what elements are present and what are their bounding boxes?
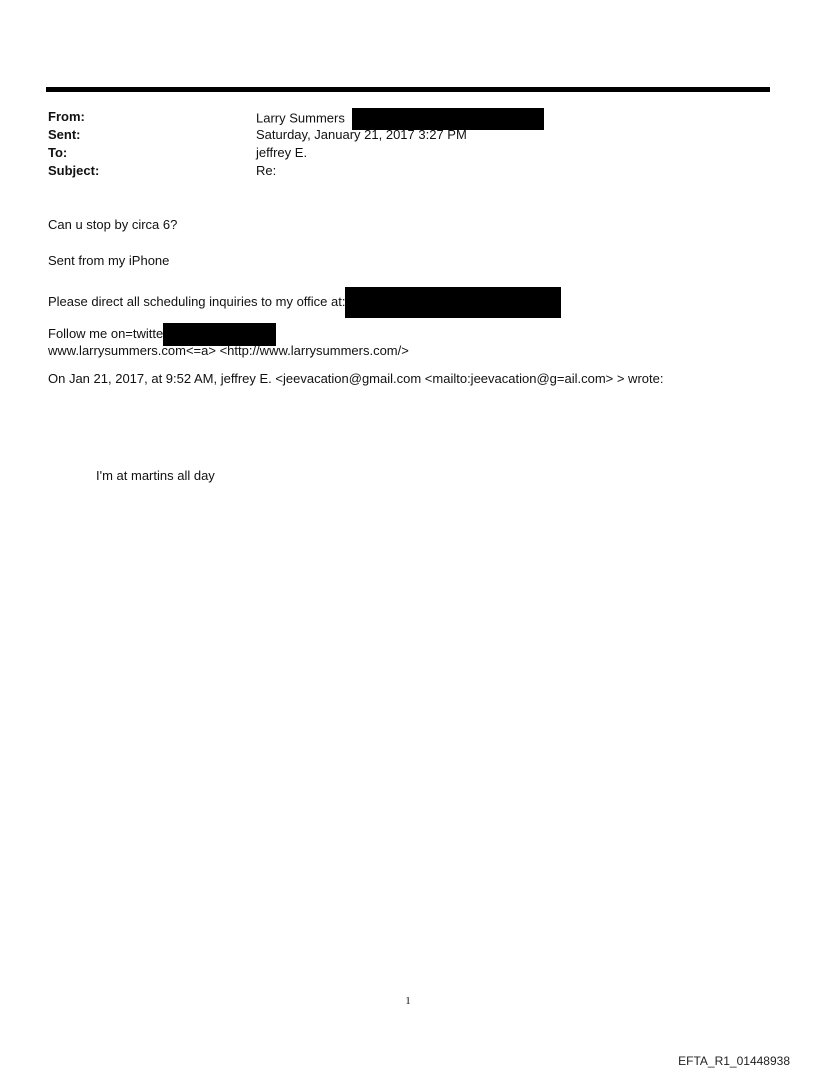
from-row: [48, 108, 768, 126]
header-rule: [46, 87, 770, 92]
from-name: Larry Summers: [256, 110, 345, 126]
sent-label: Sent:: [48, 127, 81, 142]
quoted-message: I'm at martins all day: [96, 468, 215, 483]
subject-row: [48, 162, 768, 180]
follow-text: Follow me on=twitte: [48, 325, 164, 341]
message-line: Can u stop by circa 6?: [48, 217, 178, 232]
to-row: [48, 144, 768, 162]
sent-value: Saturday, January 21, 2017 3:27 PM: [256, 127, 467, 142]
to-label: To:: [48, 145, 68, 160]
website-link[interactable]: www.larrysummers.com<=a> <http://www.larrysummers.com/>: [48, 343, 409, 358]
signature-sent-from: Sent from my iPhone: [48, 253, 170, 268]
quote-header: On Jan 21, 2017, at 9:52 AM, jeffrey E. <jeevacation@gmail.com <mailto:jeevacation@g=ail.com> > wrote:: [48, 371, 664, 386]
page-number: 1: [405, 995, 411, 1007]
email-header: [48, 108, 768, 180]
scheduling-text: Please direct all scheduling inquiries to my office at:: [48, 293, 346, 309]
subject-label: Subject:: [48, 163, 100, 178]
sent-row: [48, 126, 768, 144]
to-value: jeffrey E.: [256, 145, 308, 160]
scheduling-line: [48, 287, 561, 318]
redaction-box: [345, 287, 561, 318]
document-id: EFTA_R1_01448938: [678, 1054, 790, 1068]
subject-value: Re:: [256, 163, 277, 178]
from-label: From:: [48, 109, 85, 124]
